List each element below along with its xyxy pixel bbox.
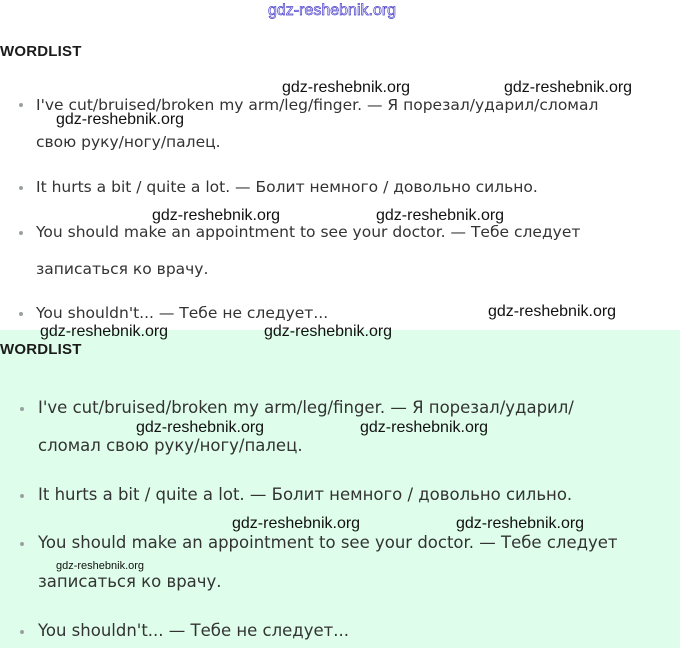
list-item-line: I've cut/bruised/broken my arm/leg/finger. — Я порезал/ударил/сломал — [36, 96, 599, 114]
watermark: gdz-reshebnik.org — [456, 515, 585, 532]
watermark: gdz-reshebnik.org — [504, 79, 633, 96]
list-item-line: You should make an appointment to see your doctor. — Тебе следует — [38, 533, 618, 552]
list-item-line: I've cut/bruised/broken my arm/leg/finger. — Я порезал/ударил/ — [38, 398, 574, 417]
list-item-line: You shouldn't... — Тебе не следует... — [36, 304, 329, 322]
list-item-line: It hurts a bit / quite a lot. — Болит немного / довольно сильно. — [38, 485, 573, 504]
wordlist-panel-bottom — [0, 330, 680, 648]
list-item-line: записаться ко врачу. — [38, 572, 222, 591]
watermark: gdz-reshebnik.org — [376, 207, 505, 224]
bullet-icon — [20, 407, 24, 411]
list-item-line: записаться ко врачу. — [36, 260, 209, 278]
watermark: gdz-reshebnik.org — [40, 323, 169, 340]
list-item-line: It hurts a bit / quite a lot. — Болит немного / довольно сильно. — [36, 178, 538, 196]
list-item-line: You shouldn't... — Тебе не следует... — [38, 621, 349, 640]
watermark: gdz-reshebnik.org — [56, 560, 145, 572]
bullet-icon — [19, 103, 23, 107]
bullet-icon — [20, 542, 24, 546]
watermark: gdz-reshebnik.org — [282, 79, 411, 96]
bullet-icon — [19, 312, 23, 316]
watermark: gdz-reshebnik.org — [152, 207, 281, 224]
list-item-line: свою руку/ногу/палец. — [36, 133, 221, 151]
list-item-line: сломал свою руку/ногу/палец. — [38, 436, 303, 455]
bullet-icon — [19, 231, 23, 235]
watermark: gdz-reshebnik.org — [136, 419, 265, 436]
bullet-icon — [19, 186, 23, 190]
list-item-line: You should make an appointment to see your doctor. — Тебе следует — [36, 223, 581, 241]
watermark: gdz-reshebnik.org — [56, 111, 185, 128]
watermark: gdz-reshebnik.org — [232, 515, 361, 532]
watermark: gdz-reshebnik.org — [264, 323, 393, 340]
watermark: gdz-reshebnik.org — [268, 2, 397, 19]
watermark: gdz-reshebnik.org — [360, 419, 489, 436]
section-heading: WORDLIST — [0, 43, 82, 60]
section-heading: WORDLIST — [0, 341, 82, 358]
bullet-icon — [20, 494, 24, 498]
bullet-icon — [20, 630, 24, 634]
watermark: gdz-reshebnik.org — [488, 303, 617, 320]
